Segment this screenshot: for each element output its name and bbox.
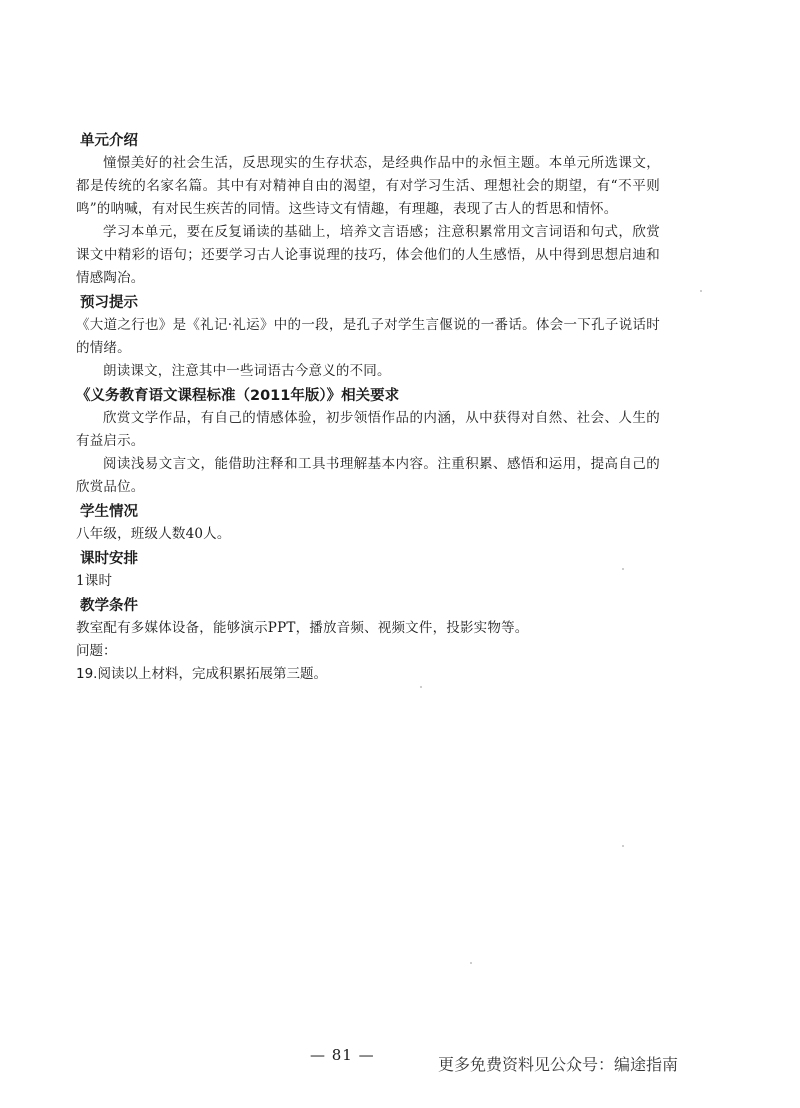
preview-heading: 预习提示	[80, 295, 138, 311]
schedule-heading: 课时安排	[80, 551, 138, 567]
standard-paragraph-2: 阅读浅易文言文，能借助注释和工具书理解基本内容。注重积累、感悟和运用，提高自己的欣赏品位。	[76, 456, 660, 495]
conditions-heading: 教学条件	[80, 598, 138, 614]
conditions-paragraph: 教室配有多媒体设备，能够演示PPT，播放音频、视频文件，投影实物等。	[76, 620, 529, 636]
scan-speck	[420, 686, 422, 688]
students-paragraph: 八年级，班级人数40人。	[76, 526, 231, 542]
scan-speck	[622, 568, 624, 570]
preview-paragraph-2: 朗读课文，注意其中一些词语古今意义的不同。	[103, 363, 391, 379]
unit-intro-paragraph-2: 学习本单元，要在反复诵读的基础上，培养文言语感；注意积累常用文言词语和句式，欣赏课文中精彩的语句；还要学习古人论事说理的技巧，体会他们的人生感悟，从中得到思想启迪和情感陶冶。	[76, 224, 660, 286]
unit-intro-heading: 单元介绍	[80, 133, 138, 149]
scan-speck	[700, 290, 702, 292]
page-number: — 81 —	[310, 1046, 375, 1064]
document-body	[76, 130, 660, 686]
scan-speck	[470, 962, 472, 964]
schedule-paragraph: 1课时	[76, 573, 113, 589]
standard-paragraph-1: 欣赏文学作品，有自己的情感体验，初步领悟作品的内涵，从中获得对自然、社会、人生的有益启示。	[76, 410, 660, 449]
standard-heading: 《义务教育语文课程标准（2011年版）》相关要求	[76, 388, 400, 404]
scan-speck	[622, 845, 624, 847]
footer-note: 更多免费资料见公众号：编途指南	[438, 1055, 679, 1074]
question-text: 19.阅读以上材料，完成积累拓展第三题。	[76, 666, 327, 682]
question-label: 问题：	[76, 643, 117, 659]
unit-intro-paragraph-1: 憧憬美好的社会生活，反思现实的生存状态，是经典作品中的永恒主题。本单元所选课文，都是传统的名家名篇。其中有对精神自由的渴望，有对学习生活、理想社会的期望，有“不平则鸣”的呐喊，有对民生疾苦的同情。这些诗文有情趣，有理趣，表现了古人的哲思和情怀。	[76, 155, 660, 217]
preview-paragraph-1: 《大道之行也》是《礼记·礼运》中的一段，是孔子对学生言偃说的一番话。体会一下孔子说话时的情绪。	[76, 317, 660, 356]
students-heading: 学生情况	[80, 504, 138, 520]
